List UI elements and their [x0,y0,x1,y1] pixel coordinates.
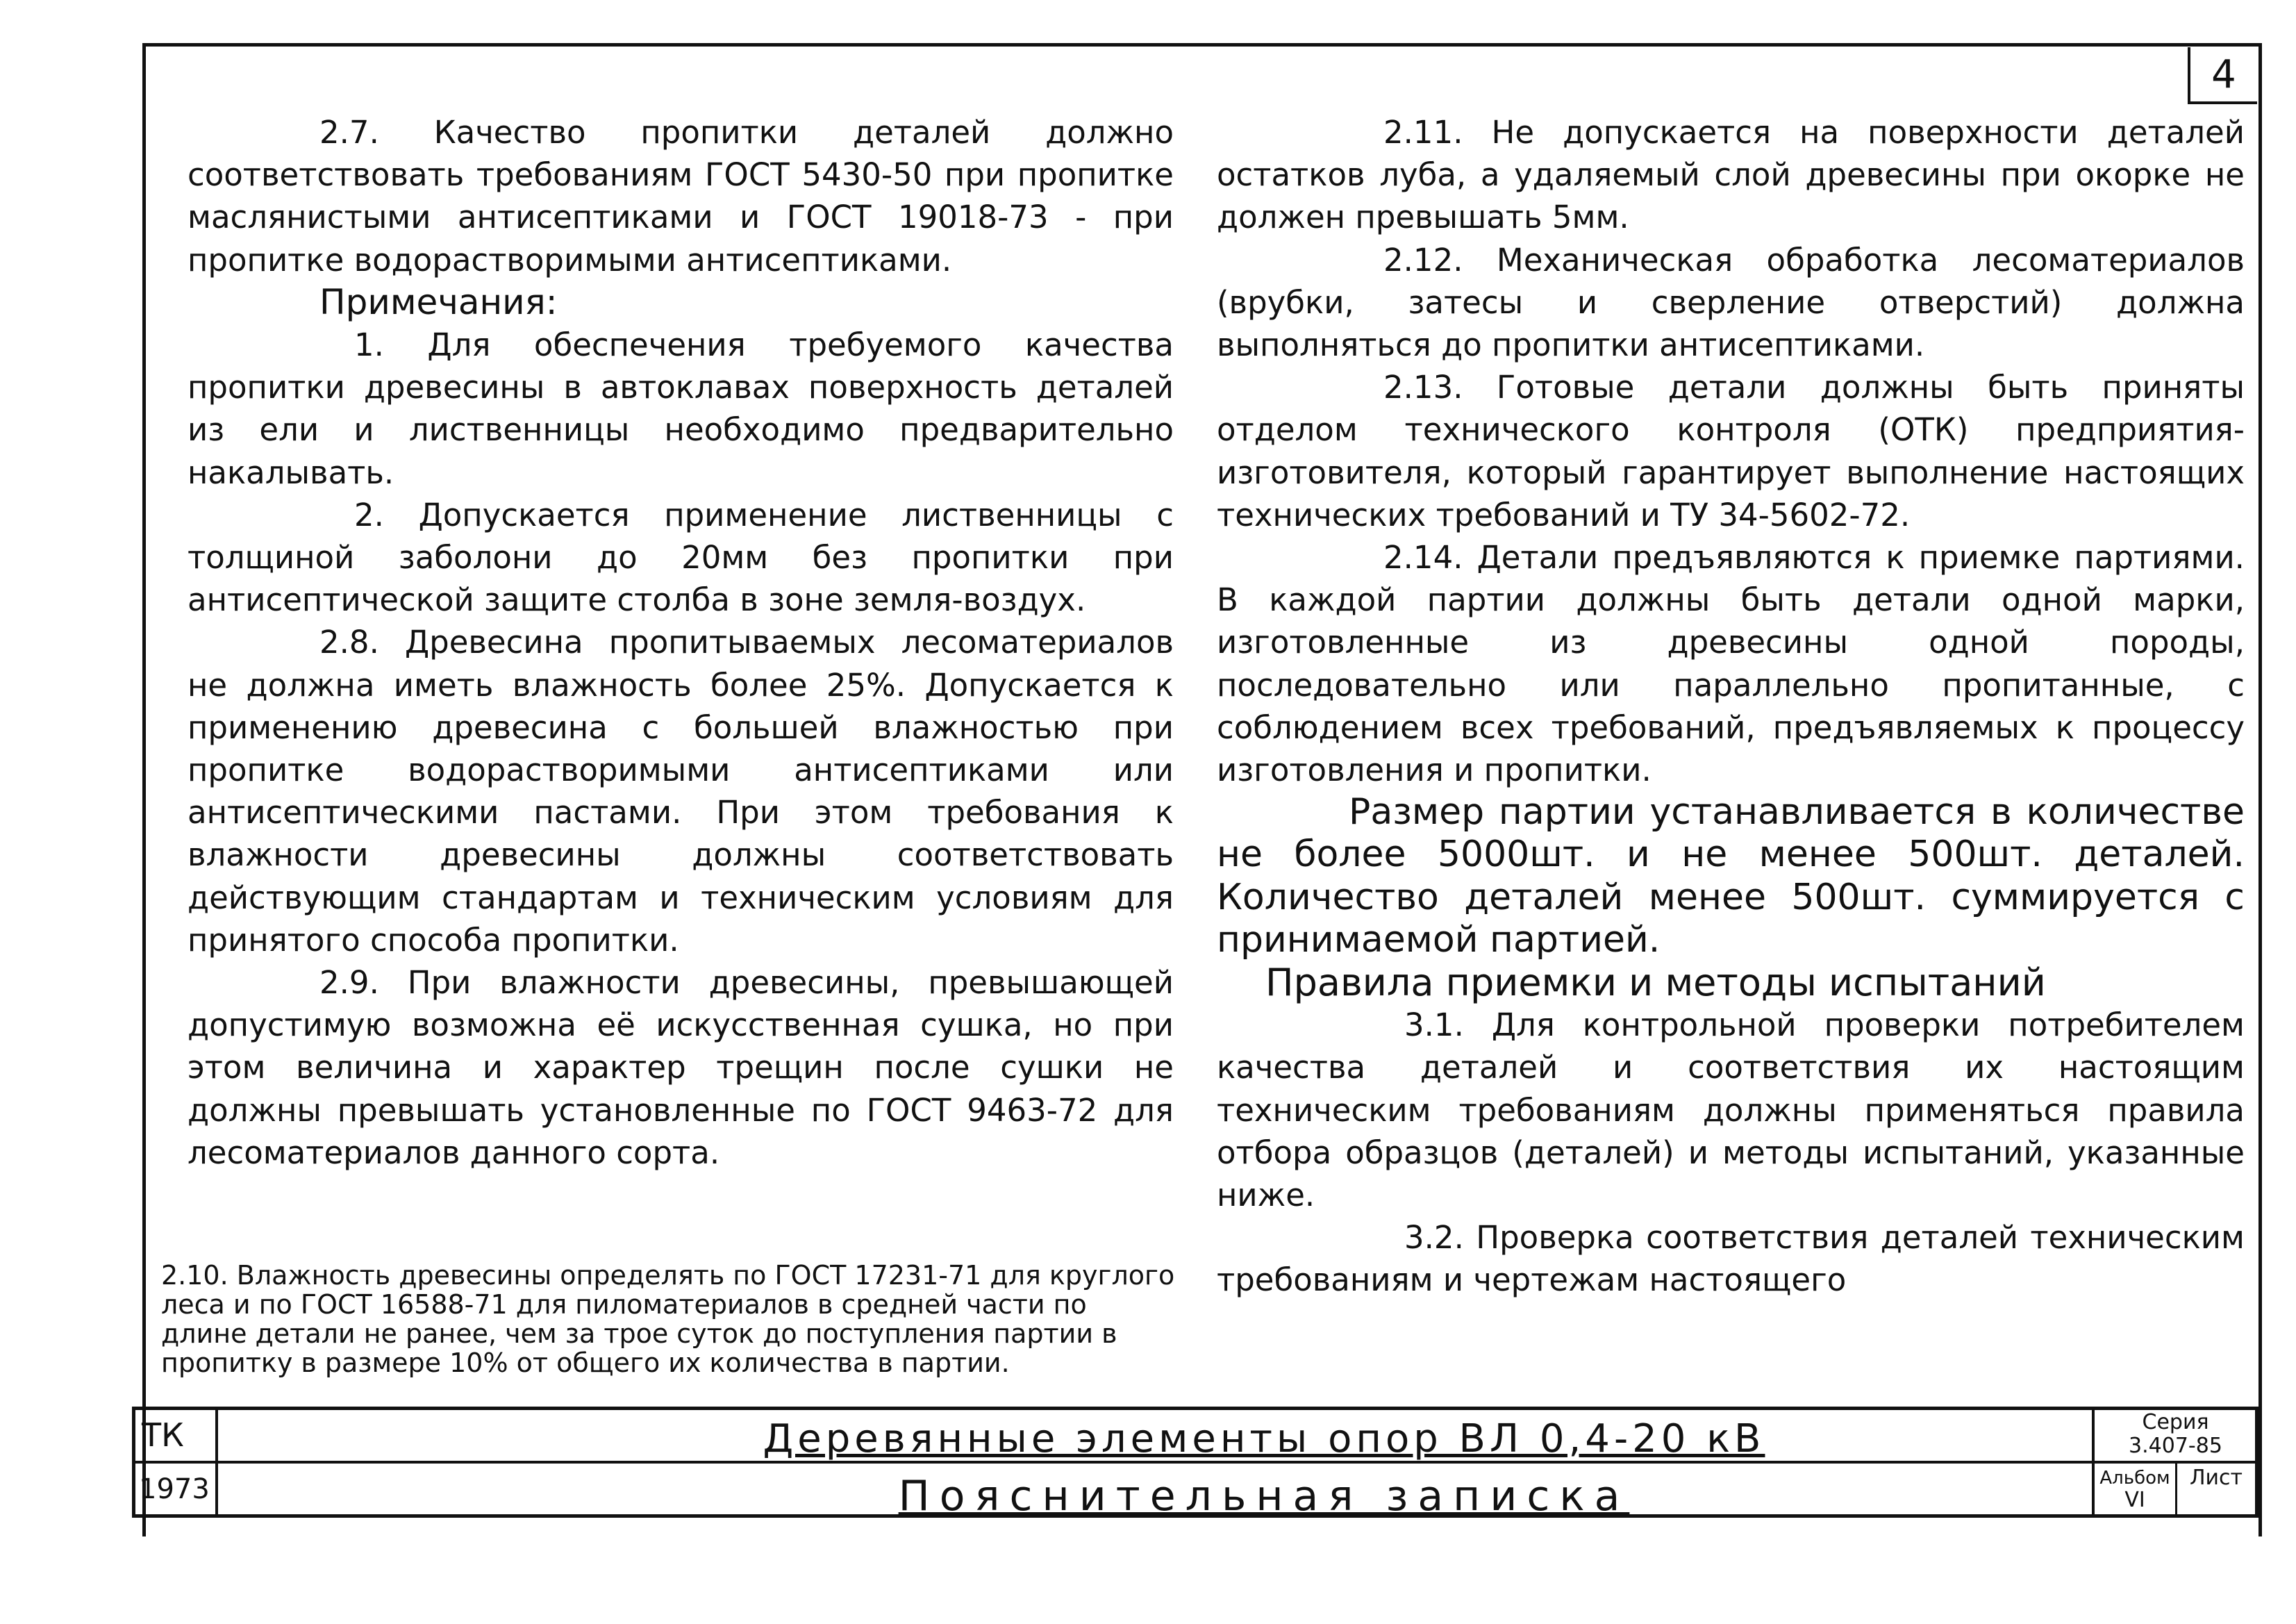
title-block [132,1407,2258,1521]
note-1: 1. Для обеспечения требуемого качества пропитки древесины в автоклавах поверхность деталей из ели и лиственницы необходимо предварительно накалывать. [188,326,1174,491]
paragraph-3-1: 3.1. Для контрольной проверки потребителем качества деталей и соответствия их настоящим техническим требованиям должны применяться правила отбора образцов (деталей) и методы испытаний, указанные ниже. [1217,1006,2245,1214]
paragraph-2-13: 2.13. Готовые детали должны быть приняты отделом технического контроля (ОТК) предприятия-изготовителя, который гарантирует выполнение настоящих технических требований и ТУ 34-5602-72. [1217,369,2245,533]
paragraph-2-11: 2.11. Не допускается на поверхности деталей остатков луба, а удаляемый слой древесины при окорке не должен превышать 5мм. [1217,114,2245,236]
series-label: Серия [2142,1410,2209,1434]
notes-heading: Примечания: [319,281,558,322]
series-value: 3.407-85 [2129,1434,2222,1458]
code-top: ТК [142,1416,184,1454]
paragraph-2-8: 2.8. Древесина пропитываемых лесоматериалов не должна иметь влажность более 25%. Допускается к применению древесина с большей влажностью при пропитке водорастворимыми антисептиками или антисептическими пастами. При этом требования к влажности древесины должны соответствовать действующим стандартам и техническим условиям для принятого способа пропитки. [188,624,1174,959]
paragraph-2-9: 2.9. При влажности древесины, превышающей допустимую возможна её искусственная сушка, но при этом величина и характер трещин после сушки не должны превышать установленные по ГОСТ 9463-72 для лесоматериалов данного сорта. [188,964,1174,1171]
paragraph-3-2: 3.2. Проверка соответствия деталей техническим требованиям и чертежам настоящего [1217,1219,2245,1299]
page-number: 4 [2188,47,2257,104]
paragraph-lot-size: Размер партии устанавливается в количестве не более 5000шт. и не менее 500шт. деталей. Количество деталей менее 500шт. суммируется с принимаемой партией. [1217,791,2245,961]
section-heading-acceptance: Правила приемки и методы испытаний [1265,961,2046,1005]
right-column [1217,111,2245,1302]
paragraph-2-7: 2.7. Качество пропитки деталей должно соответствовать требованиям ГОСТ 5430-50 при пропитке маслянистыми антисептиками и ГОСТ 19018-73 - при пропитке водорастворимыми антисептиками. [188,114,1174,279]
paragraph-2-12: 2.12. Механическая обработка лесоматериалов (врубки, затесы и сверление отверстий) должна выполняться до пропитки антисептиками. [1217,241,2245,364]
paragraph-2-10: 2.10. Влажность древесины определять по ГОСТ 17231-71 для круглого леса и по ГОСТ 16588-71 для пиломатериалов в средней части по длине детали не ранее, чем за трое суток до поступления партии в пропитку в размере 10% от общего их количества в партии. [161,1260,1175,1378]
album-label: Альбом [2099,1468,2170,1489]
note-2: 2. Допускается применение лиственницы с толщиной заболони до 20мм без пропитки при антисептической защите столба в зоне земля-воздух. [188,496,1174,619]
sheet-label: Лист [2189,1466,2243,1490]
code-bottom: 1973 [139,1473,210,1505]
document-title: Пояснительная записка [898,1472,1630,1521]
paragraph-2-14: 2.14. Детали предъявляются к приемке партиями. В каждой партии должны быть детали одной марки, изготовленные из древесины одной породы, последовательно или параллельно пропитанные, с соблюдением всех требований, предъявляемых к процессу изготовления и пропитки. [1217,539,2245,789]
drawing-title: Деревянные элементы опор ВЛ 0,4-20 кВ [763,1416,1765,1461]
album-value: VI [2124,1488,2145,1512]
left-column [188,111,1174,1174]
